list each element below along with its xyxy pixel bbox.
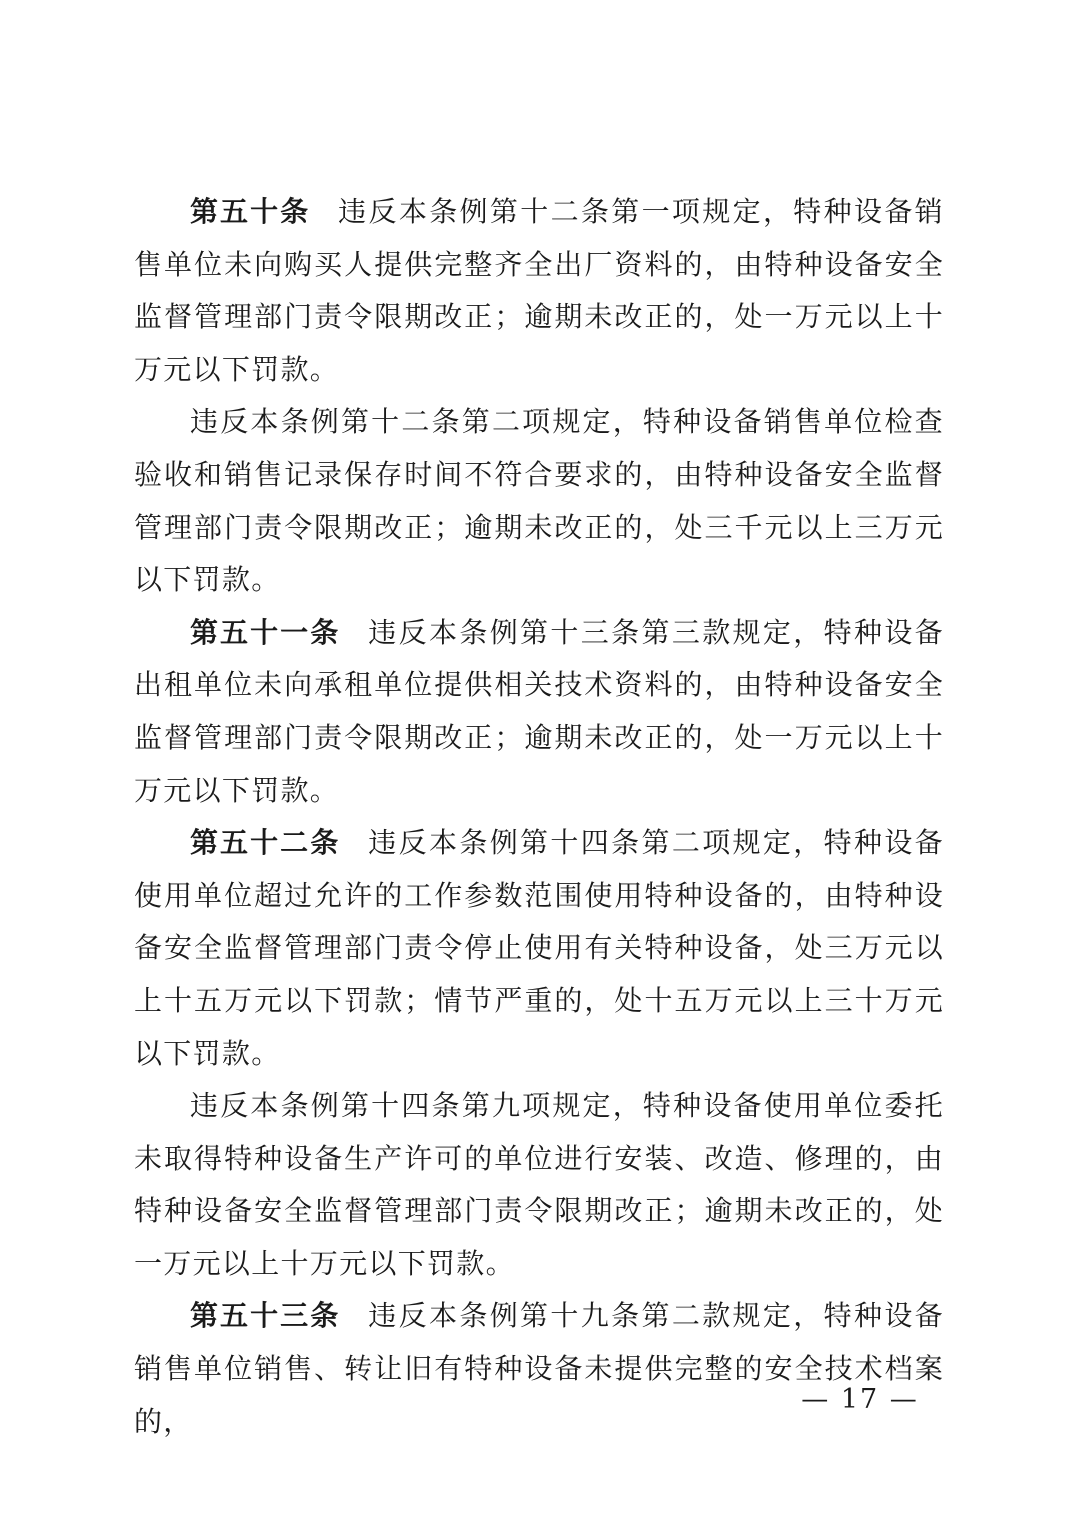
article-number: 第五十一条 — [190, 615, 341, 649]
paragraph-text: 违反本条例第十三条第三款规定，特种设备出租单位未向承租单位提供相关技术资料的，由特种设备安全监督管理部门责令限期改正；逾期未改正的，处一万元以上十万元以下罚款。 — [134, 615, 944, 807]
paragraph-text: 违反本条例第十九条第二款规定，特种设备销售单位销售、转让旧有特种设备未提供完整的安全技术档案的， — [134, 1299, 944, 1438]
article-number: 第五十条 — [190, 195, 311, 228]
paragraph-article-50-clause-2 — [134, 396, 944, 606]
paragraph-article-50 — [134, 186, 944, 396]
paragraph-article-51 — [134, 607, 944, 817]
paragraph-article-52-clause-2 — [134, 1080, 944, 1290]
paragraph-article-52 — [134, 817, 944, 1080]
article-number: 第五十二条 — [190, 826, 341, 860]
paragraph-text: 违反本条例第十二条第二项规定，特种设备销售单位检查验收和销售记录保存时间不符合要求的，由特种设备安全监督管理部门责令限期改正；逾期未改正的，处三千元以上三万元以下罚款。 — [134, 405, 944, 597]
paragraph-article-53 — [134, 1290, 944, 1448]
paragraph-text: 违反本条例第十四条第九项规定，特种设备使用单位委托未取得特种设备生产许可的单位进行安装、改造、修理的，由特种设备安全监督管理部门责令限期改正；逾期未改正的，处一万元以上十万元以下罚款。 — [134, 1089, 944, 1280]
document-body — [134, 186, 944, 1448]
article-number: 第五十三条 — [190, 1299, 341, 1333]
page-number: — 17 — — [801, 1384, 919, 1415]
paragraph-text: 违反本条例第十二条第一项规定，特种设备销售单位未向购买人提供完整齐全出厂资料的，由特种设备安全监督管理部门责令限期改正；逾期未改正的，处一万元以上十万元以下罚款。 — [134, 195, 944, 386]
paragraph-text: 违反本条例第十四条第二项规定，特种设备使用单位超过允许的工作参数范围使用特种设备的，由特种设备安全监督管理部门责令停止使用有关特种设备，处三万元以上十五万元以下罚款；情节严重的，处十五万元以上三十万元以下罚款。 — [134, 826, 944, 1070]
